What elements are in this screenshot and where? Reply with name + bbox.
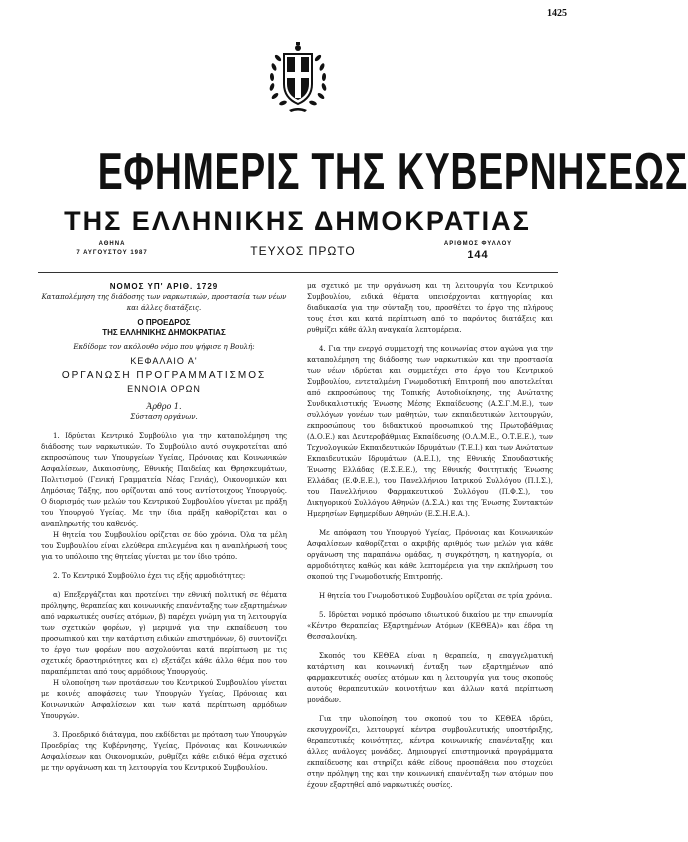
- part-heading: ΟΡΓΑΝΩΣΗ ΠΡΟΓΡΑΜΜΑΤΙΣΜΟΣ: [61, 370, 267, 381]
- law-subject: Καταπολέμηση της διάδοσης των ναρκωτικών, προστασία των νέων και άλλες διατάξεις.: [41, 293, 287, 312]
- paragraph: 2. Το Κεντρικό Συμβούλιο έχει τις εξής αρμοδιότητες:: [53, 572, 246, 580]
- issue-city: ΑΘΗΝΑ: [98, 241, 126, 247]
- article-subject: Σύσταση οργάνων.: [130, 413, 198, 421]
- paragraph: Η υλοποίηση των προτάσεων του Κεντρικού Συμβουλίου γίνεται με κοινές αποφάσεις των Υπουργών Υγείας, Πρόνοιας και Κοινωνικών Ασφαλίσεων και των κατά περίπτωση αρμόδιων Υπουργών.: [41, 679, 287, 720]
- left-column: [41, 281, 287, 774]
- paragraph: μα σχετικό με την οργάνωση και τη λειτουργία του Κεντρικού Συμβουλίου, ειδικά θέματα υπεισέρχονται κατηγορίας και διαδικασία για την σύνταξη του, προσθέτει το έργο της πλήρους τους έτσι και κατά περίπτωση από το παρόντος διατάξεις και ρυθμίζει κάθε άλλη αναγκαία λεπτομέρεια.: [307, 282, 553, 334]
- chapter-heading: ΚΕΦΑΛΑΙΟ Α': [130, 356, 198, 366]
- paragraph: 5. Ιδρύεται νομικό πρόσωπο ιδιωτικού δικαίου με την επωνυμία «Κέντρο Θεραπείας Εξαρτημένων Ατόμων (ΚΕΘΕΑ)» και έδρα τη Θεσσαλονίκη.: [307, 611, 553, 641]
- paragraph: Σκοπός του ΚΕΘΕΑ είναι η θεραπεία, η επαγγελματική κατάρτιση και κοινωνική ένταξη των εξαρτημένων από φαρμακευτικές ουσίες ατόμων και η λειτουργία για τους σκοπούς αυτούς θεραπευτικών κοινοτήτων και άλλων κατά περίπτωση μονάδων.: [307, 652, 553, 704]
- enactment-formula: Εκδίδομε τον ακόλουθο νόμο που ψήφισε η Βουλή:: [73, 343, 255, 351]
- paragraph: 3. Προεδρικό διάταγμα, που εκδίδεται με πρόταση των Υπουργών Προεδρίας της Κυβέρνησης, Υγείας, Πρόνοιας και Κοινωνικών Ασφαλίσεων και Οικονομικών, ρυθμίζει κάθε ειδικό θέμα σχετικό με την οργάνωση και τη λειτουργία του Κεντρικού Συμβουλίου.: [41, 731, 287, 772]
- paragraph: Η θητεία του Γνωμοδοτικού Συμβουλίου ορίζεται σε τρία χρόνια.: [319, 592, 553, 600]
- issue-info-bar: [48, 240, 548, 270]
- header-divider: [38, 272, 558, 273]
- gazette-title: ΕΦΗΜΕΡΙΣ ΤΗΣ ΚΥΒΕΡΝΗΣΕΩΣ: [97, 143, 688, 201]
- president-line-1: Ο ΠΡΟΕΔΡΟΣ: [137, 318, 191, 327]
- greek-coat-of-arms-icon: [267, 40, 329, 114]
- president-line-2: ΤΗΣ ΕΛΛΗΝΙΚΗΣ ΔΗΜΟΚΡΑΤΙΑΣ: [102, 328, 226, 337]
- page-number: 1425: [547, 8, 567, 19]
- gazette-subtitle: ΤΗΣ ΕΛΛΗΝΙΚΗΣ ΔΗΜΟΚΡΑΤΙΑΣ: [64, 206, 531, 236]
- sheet-label: ΑΡΙΘΜΟΣ ΦΥΛΛΟΥ: [443, 241, 513, 247]
- right-column: [307, 281, 553, 791]
- issue-date: 7 ΑΥΓΟΥΣΤΟΥ 1987: [76, 250, 148, 256]
- law-title: ΝΟΜΟΣ ΥΠ' ΑΡΙΘ. 1729: [109, 282, 219, 291]
- paragraph: α) Επεξεργάζεται και προτείνει την εθνική πολιτική σε θέματα πρόληψης, θεραπείας και κοινωνικής επανένταξης των εξαρτημένων από ναρκωτικές ουσίες ατόμων, β) παρέχει γνώμη για τη λειτουργία των σχετικών φορέων, γ) μεριμνά για την εκπαίδευση του προσωπικού και την κατάρτιση ειδικών επιστημόνων, δ) συντονίζει το έργο των φορέων που ασχολούνται κατά περίπτωση με τις σχετικές δραστηριότητες και ε) εξετάζει κάθε άλλο θέμα που του παραπέμπεται από τους αρμόδιους Υπουργούς.: [41, 591, 287, 676]
- issue-place-date: [62, 240, 162, 258]
- concepts-heading: ΕΝΝΟΙΑ ΟΡΩΝ: [127, 384, 201, 394]
- paragraph: 1. Ιδρύεται Κεντρικό Συμβούλιο για την καταπολέμηση της διάδοσης των ναρκωτικών. Το Συμβούλιο αυτό συγκροτείται από εκπροσώπους των Υπουργείων Υγείας, Πρόνοιας και Κοινωνικών Ασφαλίσεων, Δικαιοσύνης, Εθνικής Παιδείας και Θρησκευμάτων, Πολιτισμού (Γενική Γραμματεία Νέας Γενιάς), Οικονομικών και Δημόσιας Τάξης, που ορίζονται από τους αντίστοιχους Υπουργούς. Ο διορισμός των μελών του Κεντρικού Συμβουλίου γίνεται με πράξη του Υπουργού Υγείας. Με την ίδια πράξη καθορίζεται και ο αναπληρωτής του καθενός.: [41, 432, 287, 528]
- article-heading: Άρθρο 1.: [146, 402, 182, 411]
- paragraph: Με απόφαση του Υπουργού Υγείας, Πρόνοιας και Κοινωνικών Ασφαλίσεων καθορίζεται ο ακριβής αριθμός των μελών για κάθε οργάνωση της παραπάνω ομάδας, η συγκρότηση, η κατηγορία, οι αρμοδιότητες καθώς και κάθε λεπτομέρεια για την εκπλήρωση του σκοπού της Γνωμοδοτικής Επιτροπής.: [307, 529, 553, 581]
- sheet-number: 144: [467, 249, 489, 261]
- issue-series: ΤΕΥΧΟΣ ΠΡΩΤΟ: [250, 244, 356, 258]
- issue-sheet: [418, 240, 538, 261]
- paragraph: 4. Για την ενεργό συμμετοχή της κοινωνίας στον αγώνα για την καταπολέμηση της διάδοσης των ναρκωτικών και την προστασία των νέων ιδρύεται και συμμετέχει στο έργο του Κεντρικού Συμβουλίου, εντεταλμένη Γνωμοδοτική Επιτροπή που αποτελείται από εκπροσώπους της Τοπικής Αυτοδιοίκησης, της Ανώτατης Συνδικαλιστικής Ένωσης Μέσης Εκπαίδευσης (Α.Σ.Γ.Μ.Ε.), των συλλόγων γονέων των μαθητών, των εκπαιδευτικών λειτουργών, εκπροσώπους του διδακτικού προσωπικού της Πρωτοβάθμιας (Δ.Ο.Ε.) και Δευτεροβάθμιας Εκπαίδευσης (Ο.Λ.Μ.Ε., Ο.Τ.Ε.Ε.), των Τεχνολογικών Εκπαιδευτικών Ιδρυμάτων (Τ.Ε.Ι.) και των Ανώτατων Εκπαιδευτικών Ιδρυμάτων (Α.Ε.Ι.), της Εθνικής Σπουδαστικής Ένωσης Ελλάδας (Ε.Σ.Ε.Ε.), της Εθνικής Φοιτητικής Ένωσης Ελλάδας (Ε.Φ.Ε.Ε.), του Πανελλήνιου Ιατρικού Συλλόγου (Π.Ι.Σ.), του Πανελλήνιου Φαρμακευτικού Συλλόγου (Π.Φ.Σ.), του Δικηγορικού Συλλόγου Αθηνών (Δ.Σ.Α.) και της Ένωσης Συντακτών Ημερησίων Εφημερίδων Αθηνών (Ε.Σ.Η.Ε.Α.).: [307, 345, 553, 518]
- paragraph: Η θητεία του Συμβουλίου ορίζεται σε δύο χρόνια. Όλα τα μέλη του Συμβουλίου είναι ελεύθερα επιλεγμένα και η αναπλήρωσή τους για το υπόλοιπο της θητείας γίνεται με τον ίδιο τρόπο.: [41, 531, 287, 561]
- paragraph: Για την υλοποίηση του σκοπού του το ΚΕΘΕΑ ιδρύει, εκσυγχρονίζει, λειτουργεί κέντρα συμβουλευτικής υποστήριξης, θεραπευτικές κοινότητες, κέντρα κοινωνικής επανένταξης και άλλες ανάλογες μονάδες. Δημιουργεί επιστημονικά προγράμματα εκπαίδευσης και στηρίζει κάθε είδους προσπάθεια που στοχεύει στην πρόληψη της και την κοινωνική επανένταξη των ατόμων που έχουν εξαρτηθεί από ναρκωτικές ουσίες.: [307, 715, 553, 789]
